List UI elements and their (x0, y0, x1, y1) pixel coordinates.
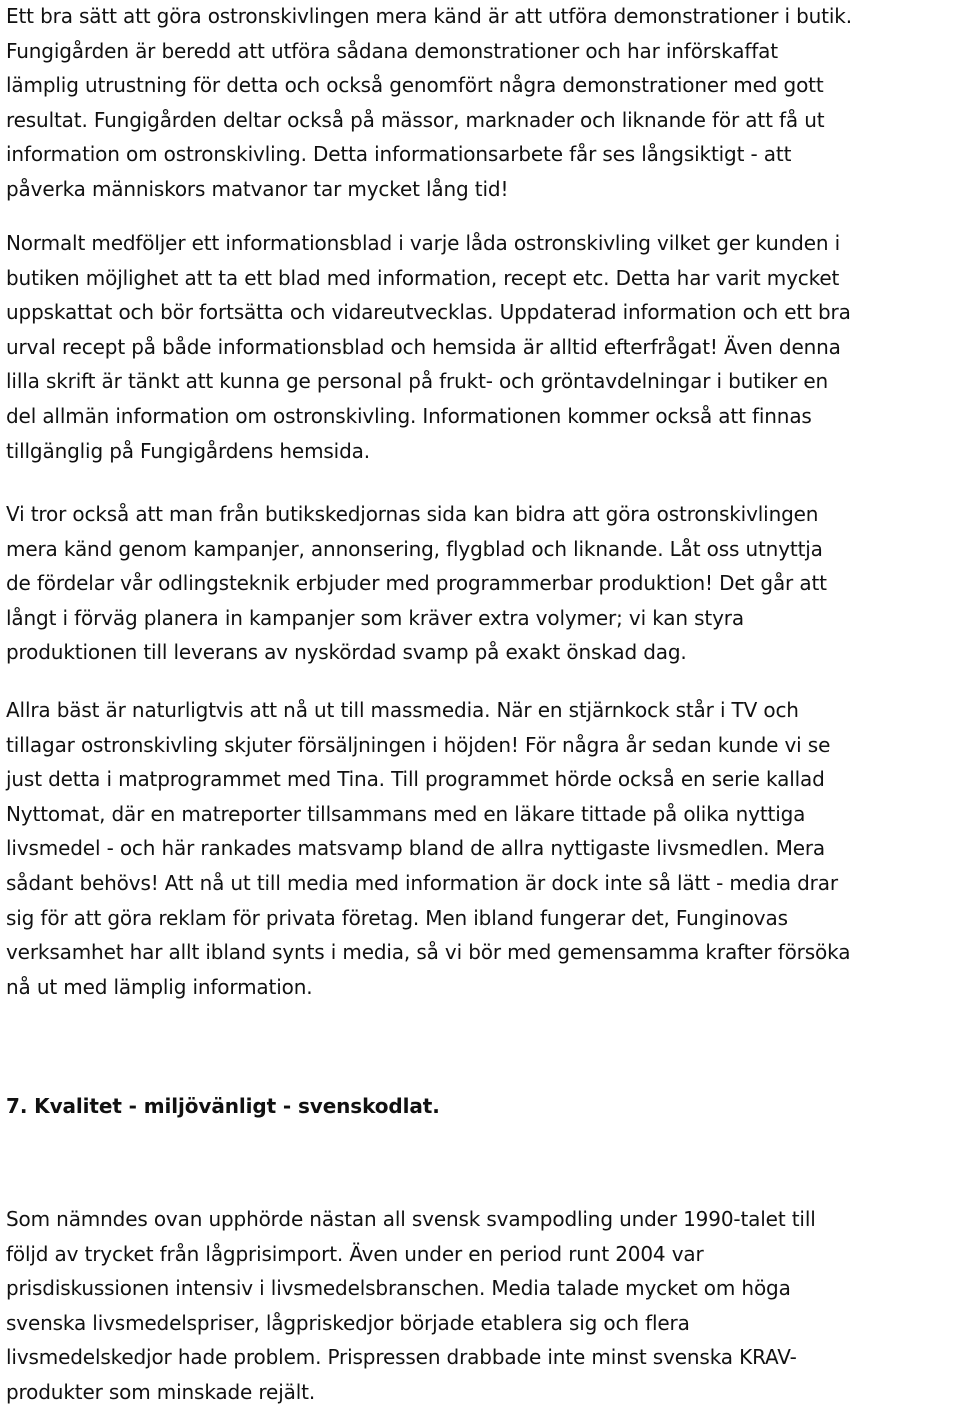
text-line: uppskattat och bör fortsätta och vidareutvecklas. Uppdaterad information och ett bra (6, 300, 851, 325)
paragraph-information-leaflet (6, 226, 851, 468)
text-line: information om ostronskivling. Detta informationsarbete får ses långsiktigt - att (6, 142, 792, 167)
text-line: just detta i matprogrammet med Tina. Till programmet hörde också en serie kallad (6, 767, 825, 792)
text-line: lilla skrift är tänkt att kunna ge personal på frukt- och gröntavdelningar i butiker en (6, 369, 829, 394)
paragraph-price-pressure (6, 1202, 816, 1410)
text-line: Normalt medföljer ett informationsblad i varje låda ostronskivling vilket ger kunden i (6, 231, 840, 255)
text-line: Som nämndes ovan upphörde nästan all svensk svampodling under 1990-talet till (6, 1207, 816, 1231)
text-line: de fördelar vår odlingsteknik erbjuder med programmerbar produktion! Det går att (6, 571, 827, 596)
text-line: svenska livsmedelspriser, lågpriskedjor började etablera sig och flera (6, 1310, 690, 1335)
text-line: sig för att göra reklam för privata företag. Men ibland fungerar det, Funginovas (6, 905, 788, 930)
section-heading: 7. Kvalitet - miljövänligt - svenskodlat. (6, 1094, 440, 1118)
text-line: resultat. Fungigården deltar också på mässor, marknader och liknande för att få ut (6, 107, 825, 132)
text-line: långt i förväg planera in kampanjer som kräver extra volymer; vi kan styra (6, 605, 744, 630)
text-line: verksamhet har allt ibland synts i media, så vi bör med gemensamma krafter försöka (6, 940, 851, 965)
text-line: produkter som minskade rejält. (6, 1379, 316, 1404)
text-line: lämplig utrustning för detta och också genomfört några demonstrationer med gott (6, 73, 824, 98)
text-line: nå ut med lämplig information. (6, 974, 313, 999)
text-line: mera känd genom kampanjer, annonsering, flygblad och liknande. Låt oss utnyttja (6, 536, 823, 561)
text-line: produktionen till leverans av nyskördad svamp på exakt önskad dag. (6, 640, 687, 665)
text-line: livsmedel - och här rankades matsvamp bland de allra nyttigaste livsmedlen. Mera (6, 836, 826, 861)
text-line: Vi tror också att man från butikskedjornas sida kan bidra att göra ostronskivlingen (6, 502, 819, 526)
text-line: urval recept på både informationsblad och hemsida är alltid efterfrågat! Även denna (6, 334, 841, 359)
text-line: följd av trycket från lågprisimport. Även under en period runt 2004 var (6, 1241, 704, 1266)
text-line: Allra bäst är naturligtvis att nå ut till massmedia. När en stjärnkock står i TV och (6, 698, 799, 722)
paragraph-mass-media (6, 693, 850, 1004)
text-line: del allmän information om ostronskivling. Informationen kommer också att finnas (6, 403, 812, 428)
text-line: Nyttomat, där en matreporter tillsammans med en läkare tittade på olika nyttiga (6, 801, 806, 826)
text-line: Ett bra sätt att göra ostronskivlingen mera känd är att utföra demonstrationer i butik. (6, 4, 852, 28)
text-line: livsmedelskedjor hade problem. Prispressen drabbade inte minst svenska KRAV- (6, 1345, 797, 1370)
paragraph-demonstrations (6, 0, 852, 207)
text-line: prisdiskussionen intensiv i livsmedelsbranschen. Media talade mycket om höga (6, 1276, 791, 1301)
text-line: tillagar ostronskivling skjuter försäljningen i höjden! För några år sedan kunde vi se (6, 732, 831, 757)
text-line: Fungigården är beredd att utföra sådana demonstrationer och har införskaffat (6, 38, 778, 63)
text-line: tillgänglig på Fungigårdens hemsida. (6, 438, 370, 463)
text-line: butiken möjlighet att ta ett blad med information, recept etc. Detta har varit mycket (6, 265, 840, 290)
paragraph-campaigns (6, 497, 827, 670)
text-line: påverka människors matvanor tar mycket lång tid! (6, 176, 509, 201)
text-line: sådant behövs! Att nå ut till media med information är dock inte så lätt - media drar (6, 870, 838, 895)
